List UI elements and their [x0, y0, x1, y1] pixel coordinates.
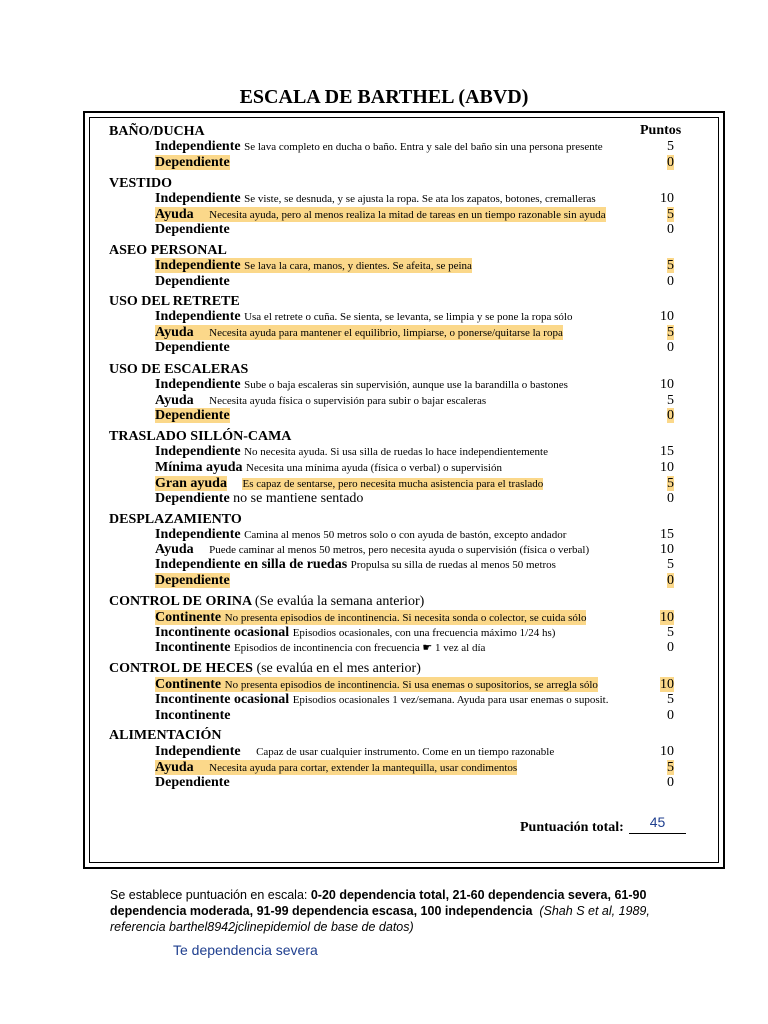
item-vestido-independiente: Independiente Se viste, se desnuda, y se ajusta la ropa. Se ata los zapatos, botones, cremalleras [155, 191, 596, 206]
item-alimentacion-dependiente: Dependiente [155, 775, 230, 790]
points-alimentacion-independiente: 10 [660, 744, 674, 759]
item-vestido-dependiente: Dependiente [155, 222, 230, 237]
points-vestido-ayuda: 5 [667, 207, 674, 222]
document-title: ESCALA DE BARTHEL (ABVD) [239, 86, 529, 108]
points-traslado-dependiente: 0 [667, 491, 674, 506]
item-orina-incontinente: Incontinente Episodios de incontinencia con frecuencia ☛ 1 vez al día [155, 640, 486, 655]
item-escaleras-independiente: Independiente Sube o baja escaleras sin supervisión, aunque use la barandilla o bastones [155, 377, 568, 392]
section-desplazamiento: DESPLAZAMIENTO [109, 512, 242, 527]
item-escaleras-dependiente: Dependiente [155, 408, 230, 423]
section-aseo-personal: ASEO PERSONAL [109, 243, 227, 258]
item-traslado-independiente: Independiente No necesita ayuda. Si usa silla de ruedas lo hace independientemente [155, 444, 548, 459]
points-orina-continente: 10 [660, 610, 674, 625]
item-traslado-dependiente: Dependiente no se mantiene sentado [155, 491, 364, 506]
total-label: Puntuación total: [520, 820, 624, 835]
item-desplaz-silla: Independiente en silla de ruedas Propulsa su silla de ruedas al menos 50 metros [155, 557, 556, 572]
item-vestido-ayuda: Ayuda Necesita ayuda, pero al menos realiza la mitad de tareas en un tiempo razonable sin ayuda [155, 207, 606, 222]
points-alimentacion-ayuda: 5 [667, 760, 674, 775]
points-bano-independiente: 5 [667, 139, 674, 154]
points-aseo-independiente: 5 [667, 258, 674, 273]
points-orina-ocasional: 5 [667, 625, 674, 640]
points-desplaz-dependiente: 0 [667, 573, 674, 588]
points-retrete-dependiente: 0 [667, 340, 674, 355]
item-retrete-dependiente: Dependiente [155, 340, 230, 355]
puntos-header: Puntos [640, 123, 682, 138]
item-orina-ocasional: Incontinente ocasional Episodios ocasionales, con una frecuencia máximo 1/24 hs) [155, 625, 556, 640]
item-aseo-dependiente: Dependiente [155, 274, 230, 289]
section-uso-escaleras: USO DE ESCALERAS [109, 362, 249, 377]
points-escaleras-independiente: 10 [660, 377, 674, 392]
item-retrete-ayuda: Ayuda Necesita ayuda para mantener el equilibrio, limpiarse, o ponerse/quitarse la ropa [155, 325, 563, 340]
item-traslado-minima: Mínima ayuda Necesita una mínima ayuda (física o verbal) o supervisión [155, 460, 502, 475]
points-desplaz-ayuda: 10 [660, 542, 674, 557]
section-control-heces: CONTROL DE HECES (se evalúa en el mes anterior) [109, 661, 421, 676]
item-traslado-gran-ayuda: Gran ayuda Es capaz de sentarse, pero necesita mucha asistencia para el traslado [155, 476, 544, 491]
section-traslado: TRASLADO SILLÓN-CAMA [109, 429, 292, 444]
item-heces-ocasional: Incontinente ocasional Episodios ocasionales 1 vez/semana. Ayuda para usar enemas o suposit. [155, 692, 609, 707]
item-orina-continente: Continente No presenta episodios de incontinencia. Si necesita sonda o colector, se cuida sólo [155, 610, 587, 625]
item-aseo-independiente: Independiente Se lava la cara, manos, y dientes. Se afeita, se peina [155, 258, 472, 273]
item-desplaz-independiente: Independiente Camina al menos 50 metros solo o con ayuda de bastón, excepto andador [155, 527, 567, 542]
section-alimentacion: ALIMENTACIÓN [109, 728, 222, 743]
section-bano-ducha: BAÑO/DUCHA [109, 124, 205, 139]
item-alimentacion-independiente: Independiente Capaz de usar cualquier instrumento. Come en un tiempo razonable [155, 744, 555, 759]
points-vestido-independiente: 10 [660, 191, 674, 206]
total-value-field[interactable]: 45 [649, 814, 666, 830]
points-heces-continente: 10 [660, 677, 674, 692]
points-bano-dependiente: 0 [667, 155, 674, 170]
section-uso-retrete: USO DEL RETRETE [109, 294, 240, 309]
points-escaleras-ayuda: 5 [667, 393, 674, 408]
points-heces-incontinente: 0 [667, 708, 674, 723]
total-underline [629, 833, 686, 834]
points-retrete-ayuda: 5 [667, 325, 674, 340]
points-traslado-gran-ayuda: 5 [667, 476, 674, 491]
section-vestido: VESTIDO [109, 176, 173, 191]
points-desplaz-silla: 5 [667, 557, 674, 572]
item-bano-independiente: Independiente Se lava completo en ducha o baño. Entra y sale del baño sin una persona presente [155, 139, 603, 154]
item-desplaz-dependiente: Dependiente [155, 573, 230, 588]
points-orina-incontinente: 0 [667, 640, 674, 655]
points-desplaz-independiente: 15 [660, 527, 674, 542]
item-desplaz-ayuda: Ayuda Puede caminar al menos 50 metros, pero necesita ayuda o supervisión (física o verbal) [155, 542, 590, 557]
item-bano-dependiente: Dependiente [155, 155, 230, 170]
points-vestido-dependiente: 0 [667, 222, 674, 237]
points-aseo-dependiente: 0 [667, 274, 674, 289]
points-retrete-independiente: 10 [660, 309, 674, 324]
points-traslado-independiente: 15 [660, 444, 674, 459]
points-escaleras-dependiente: 0 [667, 408, 674, 423]
scale-footer-note: Se establece puntuación en escala: 0-20 dependencia total, 21-60 dependencia severa, 61-90 dependencia moderada, 91-99 dependencia escasa, 100 independencia (Shah S et al, 1989, referencia barthel8942jclinepidemiol de base de datos) [110, 888, 650, 934]
section-control-orina: CONTROL DE ORINA (Se evalúa la semana anterior) [109, 594, 425, 609]
item-escaleras-ayuda: Ayuda Necesita ayuda física o supervisión para subir o bajar escaleras [155, 393, 487, 408]
result-text: Te dependencia severa [173, 942, 318, 958]
item-retrete-independiente: Independiente Usa el retrete o cuña. Se sienta, se levanta, se limpia y se pone la ropa sólo [155, 309, 573, 324]
item-alimentacion-ayuda: Ayuda Necesita ayuda para cortar, extender la mantequilla, usar condimentos [155, 760, 518, 775]
points-alimentacion-dependiente: 0 [667, 775, 674, 790]
points-heces-ocasional: 5 [667, 692, 674, 707]
item-heces-incontinente: Incontinente [155, 708, 231, 723]
points-traslado-minima: 10 [660, 460, 674, 475]
item-heces-continente: Continente No presenta episodios de incontinencia. Si usa enemas o supositorios, se arregla sólo [155, 677, 598, 692]
